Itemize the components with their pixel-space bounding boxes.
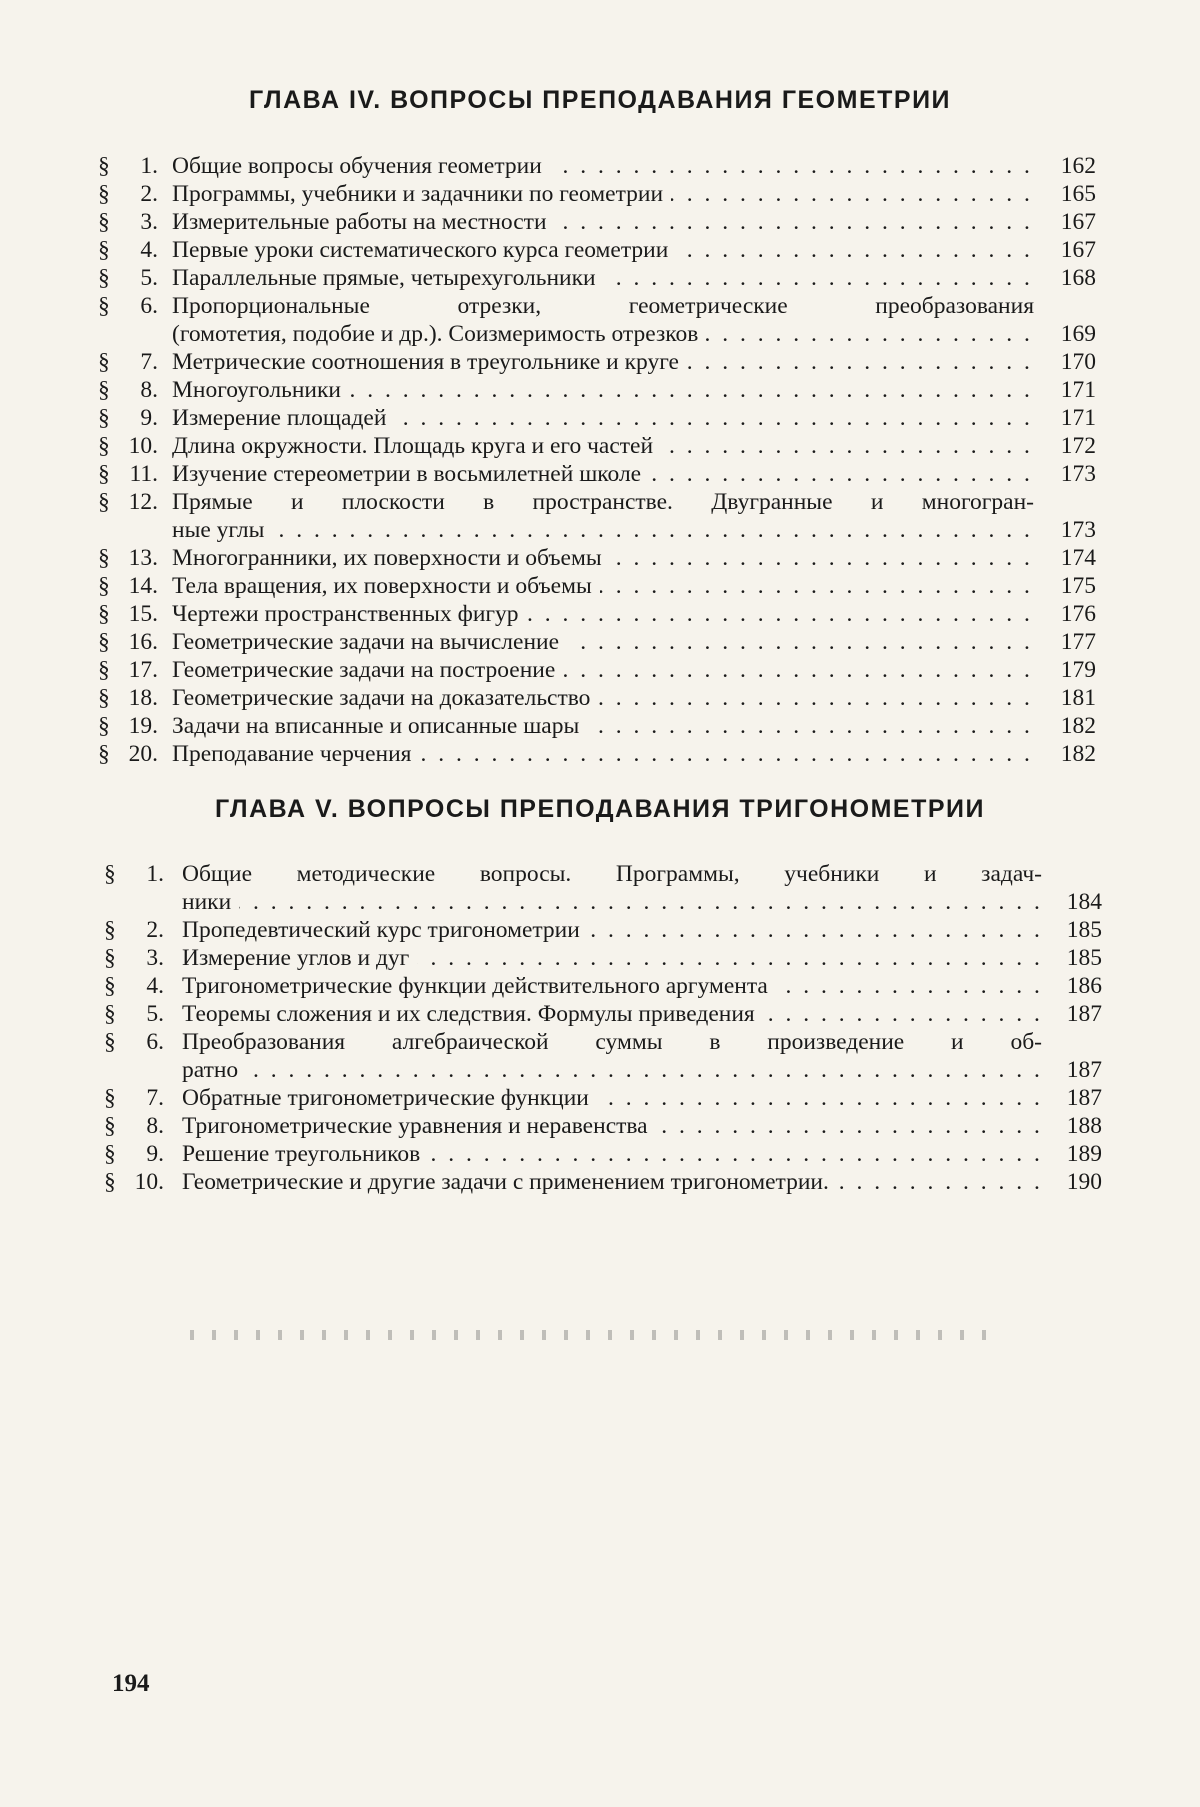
section-number: 9. [124, 1140, 164, 1168]
toc-entry-dot-leader [172, 656, 1038, 684]
section-sign: § [98, 656, 114, 684]
section-number: 5. [124, 1000, 164, 1028]
toc-entry-title: Теоремы сложения и их следствия. Формулы приведения [182, 1001, 763, 1027]
toc-entry-dot-leader [172, 684, 1038, 712]
toc-entry-dot-leader [172, 180, 1038, 208]
toc-entry-page: 186 [1046, 972, 1102, 1000]
toc-entry-title: Геометрические задачи на доказательство [172, 685, 598, 711]
page-number: 194 [112, 1670, 150, 1698]
chapter-4-title: ГЛАВА IV. ВОПРОСЫ ПРЕПОДАВАНИЯ ГЕОМЕТРИИ [0, 86, 1200, 115]
section-number: 4. [124, 972, 164, 1000]
section-sign: § [104, 1168, 120, 1196]
section-number: 1. [124, 860, 164, 888]
toc-entry [0, 1000, 1200, 1028]
section-sign: § [98, 740, 114, 768]
section-sign: § [98, 208, 114, 236]
section-number: 7. [118, 348, 158, 376]
toc-entry-page: 176 [1040, 600, 1096, 628]
section-number: 18. [118, 684, 158, 712]
toc-entry-title: Тела вращения, их поверхности и объемы [172, 573, 600, 599]
section-number: 10. [118, 432, 158, 460]
section-sign: § [104, 972, 120, 1000]
toc-entry-page: 182 [1040, 712, 1096, 740]
section-number: 11. [118, 460, 158, 488]
section-sign: § [98, 572, 114, 600]
toc-entry [0, 1168, 1200, 1196]
toc-entry-page: 168 [1040, 264, 1096, 292]
toc-entry [0, 944, 1200, 972]
toc-entry-title: Метрические соотношения в треугольнике и круге [172, 349, 687, 375]
section-number: 7. [124, 1084, 164, 1112]
print-smudge [190, 1330, 990, 1340]
toc-entry-page: 169 [1040, 320, 1096, 348]
toc-entry [0, 712, 1200, 740]
section-sign: § [98, 712, 114, 740]
toc-entry-title: Пропедевтический курс тригонометрии [182, 917, 588, 943]
toc-entry [0, 740, 1200, 768]
toc-entry-title: Изучение стереометрии в восьмилетней школе [172, 461, 649, 487]
toc-entry-dot-leader [182, 888, 1040, 916]
section-number: 6. [118, 292, 158, 320]
toc-entry-page: 170 [1040, 348, 1096, 376]
toc-entry-page: 187 [1046, 1056, 1102, 1084]
section-sign: § [98, 180, 114, 208]
toc-entry-page: 177 [1040, 628, 1096, 656]
toc-entry [0, 432, 1200, 460]
toc-entry-title: Преподавание черчения [172, 741, 420, 767]
section-number: 9. [118, 404, 158, 432]
toc-entry-dot-leader [182, 1056, 1040, 1084]
section-number: 5. [118, 264, 158, 292]
toc-entry-dot-leader [172, 152, 1038, 180]
toc-entry-dot-leader [172, 516, 1038, 544]
toc-entry-title: Решение треугольников [182, 1141, 428, 1167]
toc-entry [0, 348, 1200, 376]
toc-entry-page: 173 [1040, 516, 1096, 544]
toc-entry [0, 404, 1200, 432]
section-sign: § [104, 916, 120, 944]
toc-entry-dot-leader [172, 208, 1038, 236]
toc-entry-dot-leader [172, 572, 1038, 600]
toc-entry-page: 173 [1040, 460, 1096, 488]
toc-entry-dot-leader [182, 1084, 1040, 1112]
toc-entry-dot-leader [172, 544, 1038, 572]
section-sign: § [98, 292, 114, 320]
toc-entry-dot-leader [182, 972, 1040, 1000]
toc-entry-page: 185 [1046, 944, 1102, 972]
toc-entry-page: 171 [1040, 376, 1096, 404]
toc-entry-title: Длина окружности. Площадь круга и его частей [172, 433, 661, 459]
toc-entry-title: Задачи на вписанные и описанные шары [172, 713, 587, 739]
toc-entry-page: 187 [1046, 1000, 1102, 1028]
section-sign: § [98, 544, 114, 572]
toc-entry [0, 488, 1200, 544]
toc-entry [0, 1084, 1200, 1112]
toc-entry-title: Геометрические задачи на вычисление [172, 629, 567, 655]
toc-entry-dot-leader [172, 376, 1038, 404]
toc-entry-page: 162 [1040, 152, 1096, 180]
toc-entry-page: 179 [1040, 656, 1096, 684]
toc-entry [0, 972, 1200, 1000]
toc-entry [0, 572, 1200, 600]
section-number: 8. [124, 1112, 164, 1140]
toc-entry [0, 544, 1200, 572]
toc-entry [0, 1140, 1200, 1168]
section-number: 14. [118, 572, 158, 600]
toc-entry [0, 1112, 1200, 1140]
section-sign: § [98, 460, 114, 488]
section-number: 12. [118, 488, 158, 516]
toc-entry-title: (гомотетия, подобие и др.). Соизмеримость отрезков [172, 321, 706, 347]
toc-entry-title-line1: Преобразования алгебраической суммы в произведение и об- [182, 1028, 1042, 1056]
section-sign: § [98, 404, 114, 432]
toc-entry [0, 628, 1200, 656]
toc-entry [0, 656, 1200, 684]
toc-entry-dot-leader [172, 460, 1038, 488]
toc-entry-dot-leader [172, 740, 1038, 768]
toc-entry-page: 171 [1040, 404, 1096, 432]
toc-entry-title-line1: Общие методические вопросы. Программы, учебники и задач- [182, 860, 1042, 888]
section-number: 20. [118, 740, 158, 768]
toc-entry-title: Геометрические и другие задачи с применением тригонометрии. [182, 1169, 837, 1195]
toc-entry [0, 208, 1200, 236]
toc-entry-dot-leader [172, 628, 1038, 656]
chapter-5-toc [0, 860, 1200, 1196]
section-number: 6. [124, 1028, 164, 1056]
section-sign: § [104, 860, 120, 888]
section-sign: § [104, 1084, 120, 1112]
section-number: 4. [118, 236, 158, 264]
toc-entry-dot-leader [182, 1112, 1040, 1140]
toc-entry-title: Многогранники, их поверхности и объемы [172, 545, 610, 571]
section-sign: § [104, 1028, 120, 1056]
section-sign: § [98, 348, 114, 376]
toc-entry [0, 1028, 1200, 1084]
toc-entry-page: 167 [1040, 236, 1096, 264]
toc-entry-page: 182 [1040, 740, 1096, 768]
toc-entry-title: Параллельные прямые, четырехугольники [172, 265, 604, 291]
toc-entry-title: Обратные тригонометрические функции [182, 1085, 597, 1111]
toc-entry [0, 236, 1200, 264]
toc-entry-dot-leader [172, 712, 1038, 740]
section-number: 13. [118, 544, 158, 572]
toc-entry-page: 189 [1046, 1140, 1102, 1168]
toc-entry-dot-leader [182, 1000, 1040, 1028]
toc-entry-dot-leader [172, 264, 1038, 292]
section-number: 16. [118, 628, 158, 656]
toc-entry-title: Программы, учебники и задачники по геометрии [172, 181, 671, 207]
toc-entry [0, 180, 1200, 208]
toc-entry-dot-leader [182, 1140, 1040, 1168]
section-sign: § [104, 1000, 120, 1028]
toc-entry [0, 264, 1200, 292]
toc-entry-title: Измерительные работы на местности [172, 209, 555, 235]
toc-entry-dot-leader [172, 236, 1038, 264]
section-sign: § [98, 628, 114, 656]
section-number: 2. [118, 180, 158, 208]
toc-entry-page: 175 [1040, 572, 1096, 600]
toc-entry-dot-leader [172, 600, 1038, 628]
toc-entry [0, 860, 1200, 916]
section-sign: § [98, 152, 114, 180]
section-sign: § [98, 488, 114, 516]
toc-entry-title: Чертежи пространственных фигур [172, 601, 527, 627]
toc-entry [0, 684, 1200, 712]
toc-entry-title: ники [182, 889, 239, 915]
section-sign: § [98, 376, 114, 404]
toc-entry-title-line1: Прямые и плоскости в пространстве. Двугранные и многогран- [172, 488, 1034, 516]
toc-entry-title: Тригонометрические уравнения и неравенства [182, 1113, 656, 1139]
toc-entry-page: 174 [1040, 544, 1096, 572]
section-number: 1. [118, 152, 158, 180]
toc-entry-dot-leader [172, 432, 1038, 460]
toc-entry [0, 292, 1200, 348]
section-number: 8. [118, 376, 158, 404]
toc-entry-page: 172 [1040, 432, 1096, 460]
toc-entry-dot-leader [172, 404, 1038, 432]
toc-entry [0, 152, 1200, 180]
toc-entry-title: Измерение углов и дуг [182, 945, 417, 971]
chapter-4-toc [0, 152, 1200, 768]
toc-entry-page: 190 [1046, 1168, 1102, 1196]
section-sign: § [98, 432, 114, 460]
toc-entry-dot-leader [172, 348, 1038, 376]
section-sign: § [104, 944, 120, 972]
toc-entry-dot-leader [182, 1168, 1040, 1196]
toc-entry-page: 188 [1046, 1112, 1102, 1140]
section-number: 15. [118, 600, 158, 628]
toc-entry [0, 460, 1200, 488]
section-number: 2. [124, 916, 164, 944]
toc-entry-title: ратно [182, 1057, 246, 1083]
section-sign: § [104, 1112, 120, 1140]
toc-entry-dot-leader [182, 916, 1040, 944]
section-number: 10. [124, 1168, 164, 1196]
toc-entry-dot-leader [182, 944, 1040, 972]
toc-entry-title: ные углы [172, 517, 272, 543]
toc-entry-title: Общие вопросы обучения геометрии [172, 153, 550, 179]
toc-entry-page: 167 [1040, 208, 1096, 236]
toc-entry-page: 185 [1046, 916, 1102, 944]
section-number: 19. [118, 712, 158, 740]
chapter-5-title: ГЛАВА V. ВОПРОСЫ ПРЕПОДАВАНИЯ ТРИГОНОМЕТРИИ [0, 795, 1200, 824]
section-sign: § [104, 1140, 120, 1168]
toc-entry-title: Многоугольники [172, 377, 349, 403]
section-number: 3. [118, 208, 158, 236]
section-number: 3. [124, 944, 164, 972]
toc-entry-title: Тригонометрические функции действительного аргумента [182, 973, 776, 999]
toc-entry [0, 600, 1200, 628]
toc-entry-page: 184 [1046, 888, 1102, 916]
toc-entry-dot-leader [172, 320, 1038, 348]
toc-entry-title: Первые уроки систематического курса геометрии [172, 237, 676, 263]
toc-entry-title-line1: Пропорциональные отрезки, геометрические преобразования [172, 292, 1034, 320]
section-sign: § [98, 600, 114, 628]
toc-entry [0, 916, 1200, 944]
toc-entry-page: 187 [1046, 1084, 1102, 1112]
section-sign: § [98, 684, 114, 712]
toc-entry-page: 165 [1040, 180, 1096, 208]
section-number: 17. [118, 656, 158, 684]
toc-entry [0, 376, 1200, 404]
section-sign: § [98, 264, 114, 292]
toc-entry-title: Измерение площадей [172, 405, 394, 431]
section-sign: § [98, 236, 114, 264]
toc-entry-page: 181 [1040, 684, 1096, 712]
toc-entry-title: Геометрические задачи на построение [172, 657, 563, 683]
